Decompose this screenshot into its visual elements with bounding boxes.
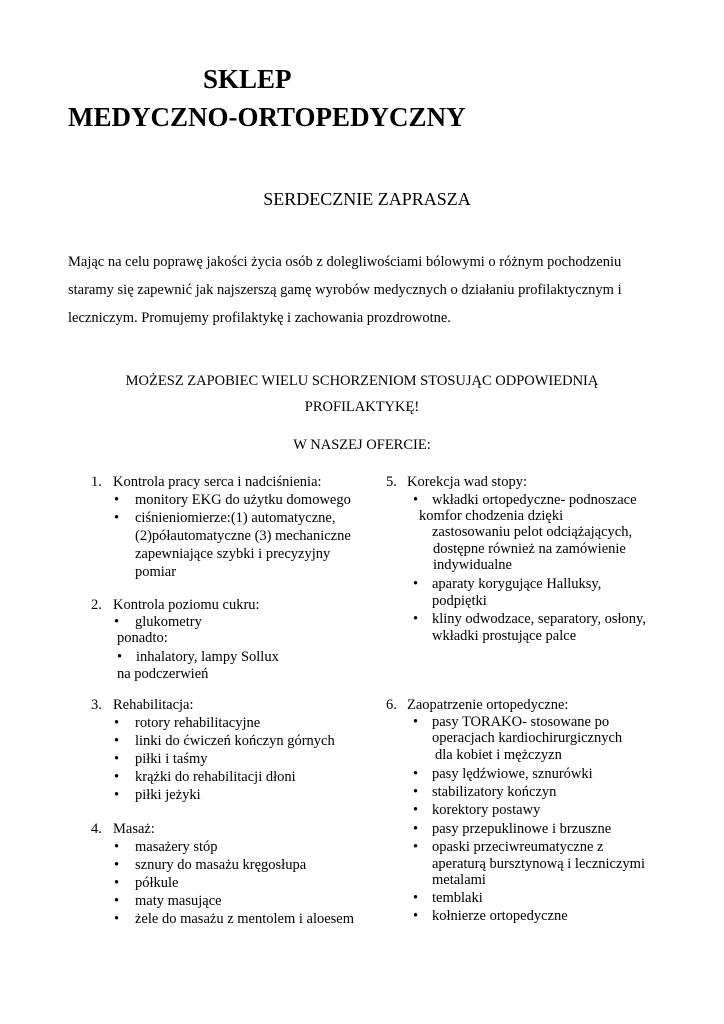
section-number: 2.	[91, 597, 102, 613]
list-item: linki do ćwiczeń kończyn górnych	[135, 733, 335, 749]
list-item: wkładki prostujące palce	[432, 628, 577, 644]
list-item: pasy TORAKO- stosowane po	[432, 714, 610, 730]
list-item: pasy przepuklinowe i brzuszne	[432, 821, 612, 837]
bullet-icon: •	[413, 839, 419, 855]
list-item: (2)półautomatyczne (3) mechaniczne	[135, 528, 351, 544]
list-item: na podczerwień	[117, 666, 209, 682]
list-item: komfor chodzenia dzięki	[419, 508, 564, 524]
list-item: ponadto:	[117, 630, 168, 646]
subtitle-text: SERDECZNIE ZAPRASZA	[263, 189, 471, 209]
bullet-icon: •	[114, 733, 120, 749]
list-item: kliny odwodzace, separatory, osłony,	[432, 611, 646, 627]
section-title: Kontrola poziomu cukru:	[113, 597, 260, 613]
list-item: maty masujące	[135, 893, 222, 909]
intro-line: Mając na celu poprawę jakości życia osób z dolegliwościami bólowymi o różnym pochodzeniu	[68, 254, 622, 270]
list-item: kołnierze ortopedyczne	[432, 908, 568, 924]
bullet-icon: •	[413, 821, 419, 837]
bullet-icon: •	[114, 893, 120, 909]
slogan-line-1: MOŻESZ ZAPOBIEC WIELU SCHORZENIOM STOSUJĄC ODPOWIEDNIĄ	[125, 373, 599, 389]
intro-line: leczniczym. Promujemy profilaktykę i zachowania prozdrowotne.	[68, 310, 451, 326]
section-number: 4.	[91, 821, 102, 837]
list-item: piłki i taśmy	[135, 751, 208, 767]
bullet-icon: •	[114, 875, 120, 891]
section-number: 3.	[91, 697, 102, 713]
bullet-icon: •	[413, 611, 419, 627]
bullet-icon: •	[413, 890, 419, 906]
list-item: stabilizatory kończyn	[432, 784, 557, 800]
list-item: metalami	[432, 872, 486, 888]
title-line-1: SKLEP	[203, 64, 292, 94]
list-item: korektory postawy	[432, 802, 541, 818]
list-item: indywidualne	[433, 557, 512, 573]
bullet-icon: •	[114, 510, 120, 526]
bullet-icon: •	[114, 911, 120, 927]
intro-paragraph	[68, 248, 644, 332]
list-item: zapewniające szybki i precyzyjny	[135, 546, 331, 562]
list-item: dla kobiet i mężczyzn	[435, 747, 562, 763]
title-line-2: MEDYCZNO-ORTOPEDYCZNY	[68, 102, 466, 132]
section-title: Zaopatrzenie ortopedyczne:	[407, 697, 569, 713]
bullet-icon: •	[114, 857, 120, 873]
list-item: pomiar	[135, 564, 177, 580]
bullet-icon: •	[413, 908, 419, 924]
subtitle	[0, 187, 724, 211]
list-item: aparaty korygujące Halluksy,	[432, 576, 602, 592]
list-item: monitory EKG do użytku domowego	[135, 492, 351, 508]
bullet-icon: •	[114, 492, 120, 508]
list-item: dostępne również na zamówienie	[433, 541, 626, 557]
bullet-icon: •	[413, 784, 419, 800]
bullet-icon: •	[114, 769, 120, 785]
bullet-icon: •	[117, 649, 123, 665]
list-item: masażery stóp	[135, 839, 218, 855]
section-title: Rehabilitacja:	[113, 697, 194, 713]
list-item: półkule	[135, 875, 179, 891]
list-item: temblaki	[432, 890, 483, 906]
section-title: Korekcja wad stopy:	[407, 474, 527, 490]
bullet-icon: •	[114, 715, 120, 731]
intro-line: staramy się zapewnić jak najszerszą gamę wyrobów medycznych o działaniu profilaktycznym i	[68, 282, 622, 298]
bullet-icon: •	[413, 714, 419, 730]
section-number: 1.	[91, 474, 102, 490]
bullet-icon: •	[413, 576, 419, 592]
list-item: podpiętki	[432, 593, 487, 609]
list-item: operacjach kardiochirurgicznych	[432, 730, 623, 746]
list-item: glukometry	[135, 614, 202, 630]
list-item: rotory rehabilitacyjne	[135, 715, 261, 731]
bullet-icon: •	[413, 802, 419, 818]
section-title: Kontrola pracy serca i nadciśnienia:	[113, 474, 322, 490]
bullet-icon: •	[114, 839, 120, 855]
list-item: inhalatory, lampy Sollux	[136, 649, 279, 665]
list-item: krążki do rehabilitacji dłoni	[135, 769, 296, 785]
bullet-icon: •	[413, 766, 419, 782]
list-item: opaski przeciwreumatyczne z	[432, 839, 604, 855]
bullet-icon: •	[114, 751, 120, 767]
section-number: 6.	[386, 697, 397, 713]
list-item: wkładki ortopedyczne- podnoszace	[432, 492, 637, 508]
slogan-line-2: PROFILAKTYKĘ!	[304, 399, 420, 415]
list-item: ciśnieniomierze:(1) automatyczne,	[135, 510, 336, 526]
list-item: piłki jeżyki	[135, 787, 201, 803]
bullet-icon: •	[114, 614, 120, 630]
bullet-icon: •	[114, 787, 120, 803]
list-item: pasy lędźwiowe, sznurówki	[432, 766, 593, 782]
list-item: sznury do masażu kręgosłupa	[135, 857, 307, 873]
list-item: zastosowaniu pelot odciążających,	[432, 524, 633, 540]
offer-heading: W NASZEJ OFERCIE:	[293, 437, 431, 453]
section-title: Masaż:	[113, 821, 155, 837]
section-number: 5.	[386, 474, 397, 490]
list-item: aperaturą bursztynową i leczniczymi	[432, 856, 645, 872]
bullet-icon: •	[413, 492, 419, 508]
list-item: żele do masażu z mentolem i aloesem	[135, 911, 355, 927]
